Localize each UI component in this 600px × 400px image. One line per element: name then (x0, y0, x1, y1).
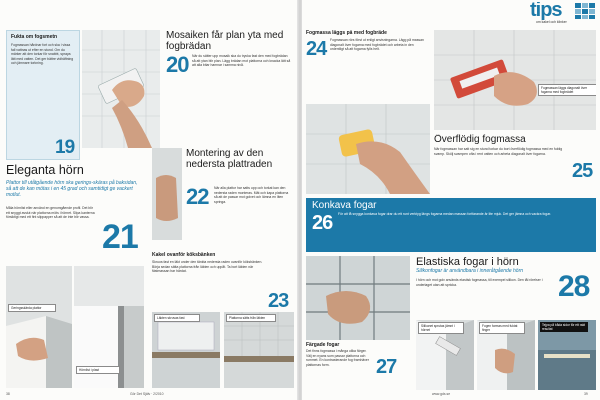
tip-23-title: Kakel ovanför köksbänken (152, 252, 216, 258)
tip-26-band (306, 198, 596, 252)
tip-19-title: Fukta om fogsmetn (11, 34, 58, 40)
tip-26-body: För att få snygga konkava fogar drar du ett runt verktyg längs fogarna medan massan fortfarande är lite mjuk. Det ger jämna och vackra fogar. (338, 212, 551, 216)
photo-colored-grout (306, 256, 410, 340)
tip-25-body: När fogmassan har satt sig en stund torkar du bort överflödig fogmassa med en fuktig svamp. Skölj svampen ofta i rent vatten och arbeta diagonalt över fogarna. (434, 147, 563, 156)
photo-silicone-c (538, 320, 596, 390)
tip-23-body: Skruva fast en läkt under den tänkta nedersta raden ovanför köksbänken. Börja sedan sätta plattorna från läkten och uppåt. Ta bort läkten när fästmassan har härdat. (152, 260, 263, 274)
tip-24-body: Fogmassan rörs först ut enligt anvisningarna. Lägg på massan diagonalt över fogarna med fogbrädet och arbeta in den ordentligt så att fogarna fylls helt. (330, 38, 424, 52)
left-page-number: 38 (6, 392, 10, 396)
tip-28-title: Elastiska fogar i hörn (416, 256, 519, 268)
tip-28-body: I hörn och mot golv används elastisk fogmassa, till exempel silikon. Den tål rörelser i underlaget utan att spricka. (416, 278, 543, 287)
photo-grout-spread (434, 30, 596, 130)
tip-19-number: 19 (55, 137, 75, 158)
tip-27-number: 27 (376, 356, 397, 378)
photo-corner-a (6, 266, 72, 388)
tip-22-number: 22 (186, 184, 209, 209)
caption-corner-a: Geringsskärda plattor (8, 304, 56, 312)
caption-silicone-c: Tejpa på båda sidor för ett rakt resultat (540, 322, 588, 332)
tip-28-lead: Silikonfogar är användbara i inneråtgående hörn (416, 268, 524, 274)
tips-logo-text: tips (530, 2, 562, 21)
tip-22-box (186, 148, 294, 248)
tip-27-title: Färgade fogar (306, 342, 340, 348)
tip-24-title: Fogmassa läggs på med fogbräde (306, 30, 387, 36)
photo-bottom-row (152, 148, 182, 240)
tip-20-body: När du sätter upp mosaik ska du trycka fast den med fogbrädan så att ytan blir plan. Lägg brädan mot plattorna och knacka lätt så att alla bitar hamnar i samma nivå. (192, 54, 291, 68)
right-page-number: 39 (584, 392, 588, 396)
photo-backsplash-b (224, 312, 294, 388)
photo-grout-float-image (82, 30, 160, 148)
tip-24-box (306, 30, 430, 100)
photo-grout-spread-image (434, 30, 596, 130)
photo-sponge-image (306, 104, 430, 194)
tip-21-body: Måla hörnlist eller använd en genomgående profil. Det blir ett snyggt avslut när plattorna möts i hörnet. Slipa kanterna försiktigt med ett fint slippapper så att de inte blir vassa. (6, 206, 95, 220)
photo-bottom-row-image (152, 148, 182, 240)
caption-backsplash-a: Läkten skruvas fast (154, 314, 200, 322)
photo-backsplash-b-image (224, 312, 294, 388)
tip-28-number: 28 (558, 270, 590, 303)
tip-24-number: 24 (306, 38, 327, 60)
tip-26-number: 26 (312, 212, 333, 234)
tip-27-box (306, 342, 410, 392)
tip-26-title: Konkava fogar (312, 200, 377, 211)
photo-silicone-b (477, 320, 535, 390)
photo-colored-grout-image (306, 256, 410, 340)
tip-23-number: 23 (268, 290, 289, 312)
tip-25-title: Överflödig fogmassa (434, 134, 526, 145)
photo-grout-float (82, 30, 160, 148)
tips-logo (528, 2, 596, 28)
tip-19-body: Fogmassan hårdnar fort och ska i vissa fall vattnas ut efter en stund. Om du märker att den torkar för snabbt, spraya lätt med vatten. Det ger bättre vidhäftning och jämnare torkning. (11, 43, 74, 66)
left-page (0, 0, 298, 400)
tip-27-body: Det finns fogmassa i många olika färger. Välj en nyans som passar plattorna och rummet. En kontrasterande fog framhäver plattornas form. (306, 349, 369, 367)
photo-silicone-a (416, 320, 474, 390)
tip-23-box (152, 252, 294, 312)
tip-20-number: 20 (166, 52, 189, 77)
left-issue: Gör Det Själv · 2/2010 (130, 392, 164, 396)
tip-21-title: Eleganta hörn (6, 164, 84, 177)
photo-backsplash-a (152, 312, 220, 388)
right-site: www.gds.se (432, 392, 451, 396)
tip-25-number: 25 (572, 160, 593, 182)
tip-22-title: Montering av den nedersta plattraden (186, 148, 273, 170)
caption-backsplash-b: Plattorna sätts från läkten (226, 314, 276, 322)
photo-backsplash-a-image (152, 312, 220, 388)
tile-grid-icon (574, 2, 596, 20)
tip-25-box (434, 134, 596, 194)
caption-silicone-a: Silikonet sprutas jämnt i hörnet (418, 322, 464, 334)
tip-22-body: När alla plattor har satts upp och torkat kan den nedersta raden monteras. Mät och kapa plattorna så att de passar mot golvet och lämna en liten springa. (214, 186, 289, 204)
caption-silicone-b: Fogen formas med fuktat finger (479, 322, 525, 334)
tip-28-box (416, 256, 596, 318)
caption-grout-spread: Fogmassan läggs diagonalt över fogarna med fogbrädet (538, 84, 596, 96)
tip-19-box (6, 30, 80, 160)
photo-corner-a-image (6, 266, 72, 388)
tip-21-number: 21 (102, 218, 138, 256)
tip-21-lead: Plattor till utåtgående hörn ska gerings-skäras på baksidan, så att de kan mötas i en 45 grad och samtidigt ge vackert motlut. (6, 180, 138, 198)
caption-corner-b: Hörnlist i plast (76, 366, 120, 374)
tips-logo-subtitle: om kakel och klinker (536, 20, 567, 24)
photo-sponge (306, 104, 430, 194)
right-page (302, 0, 600, 400)
tip-20-title: Mosaiken får plan yta med fogbrädan (166, 30, 284, 52)
photo-corner-b (74, 266, 144, 388)
